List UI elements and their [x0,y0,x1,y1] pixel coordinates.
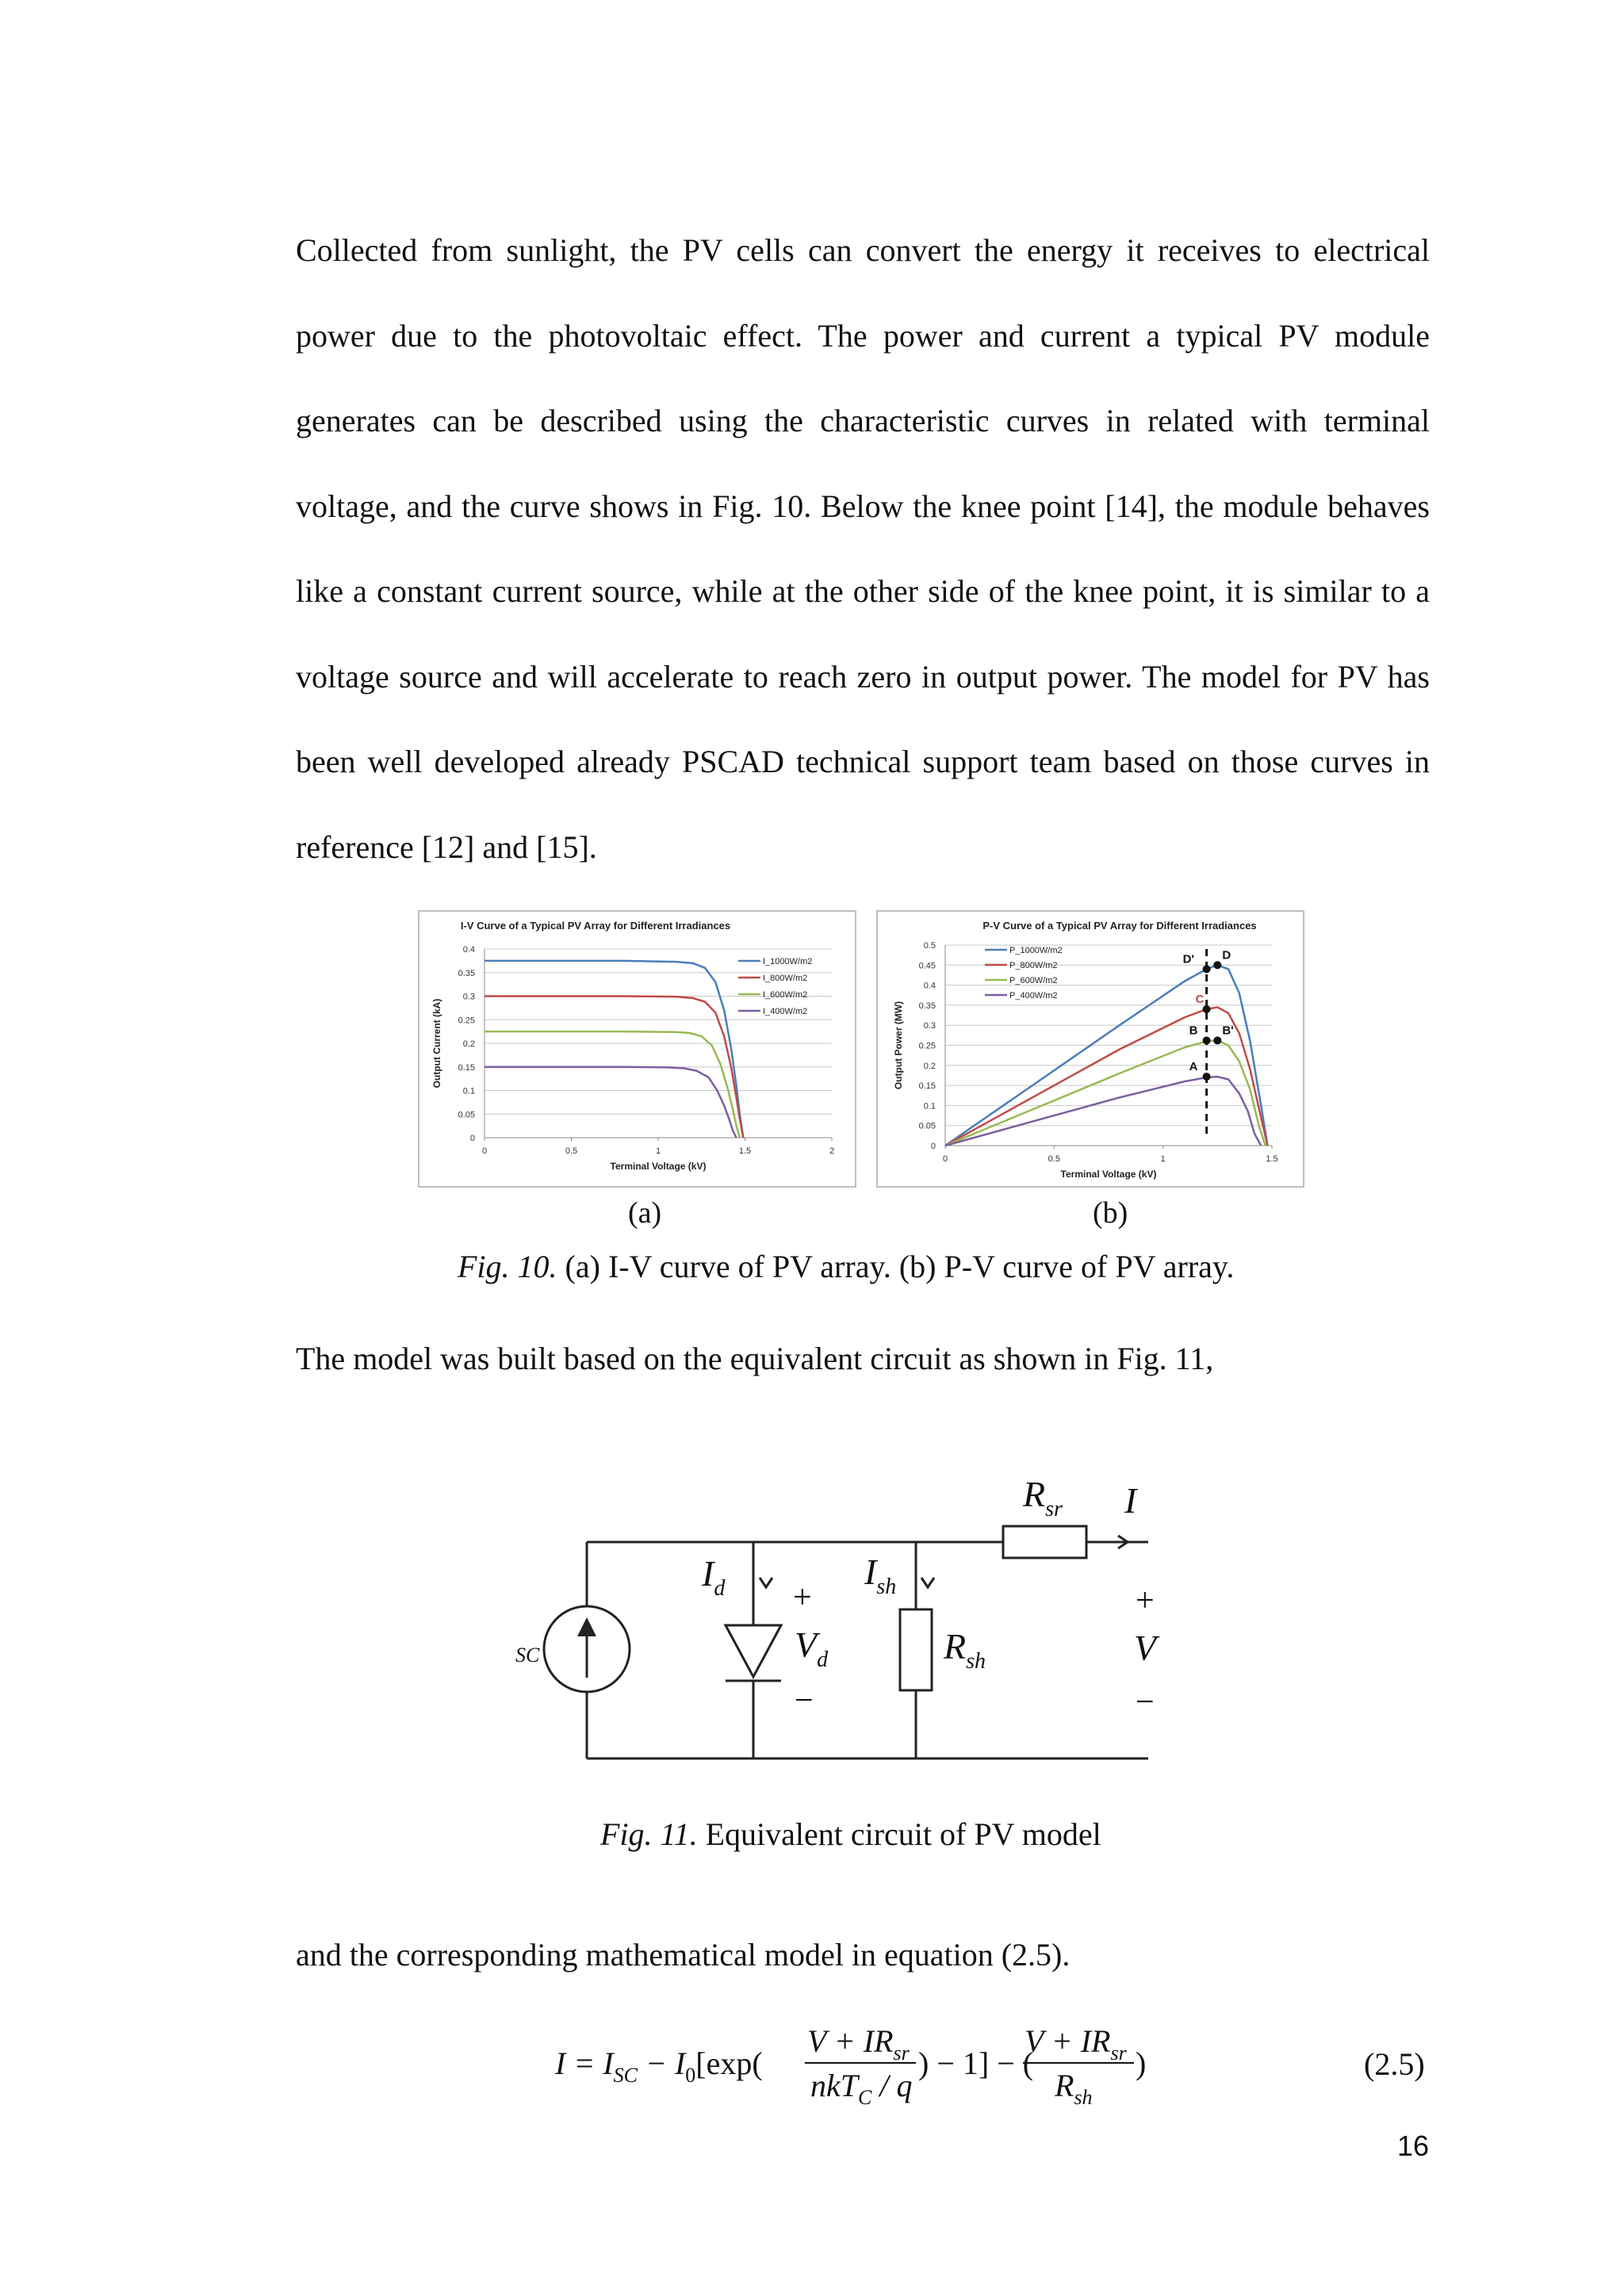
equation-numerator-1 [807,2023,910,2064]
diode-current-label-main: I [702,1553,714,1594]
equation-isc-sub: SC [613,2064,638,2087]
current-source-label: SC [515,1644,540,1667]
diode-current-label-sub: d [714,1576,726,1601]
iv-chart-frame [418,910,856,1188]
series-resistor-label-sub: sr [1045,1497,1063,1521]
body-paragraph-3: and the corresponding mathematical model in equation (2.5). [296,1937,1071,1973]
equivalent-circuit-diagram [476,1459,1189,1776]
equation-numerator-2-sub: sr [1110,2042,1127,2064]
shunt-current-label-sub: sh [876,1575,897,1599]
equation-denominator-1-sub: C [858,2086,872,2109]
equation-number: (2.5) [1364,2046,1425,2082]
equation-denominator-2-sub: sh [1074,2086,1093,2109]
diode-plus-sign: + [793,1579,812,1616]
chart-b-x-tick-label: 1 [1160,1154,1166,1164]
chart-b-y-tick-label: 0.2 [923,1061,936,1071]
chart-a-y-tick-label: 0.05 [458,1110,475,1120]
chart-a-y-axis-label: Output Current (kA) [431,998,442,1089]
chart-b-x-tick-label: 1.5 [1266,1154,1278,1164]
equation-minus-i0: − I [637,2045,686,2081]
chart-b-legend-label: P_400W/m2 [1009,991,1058,1001]
chart-b-title: P-V Curve of a Typical PV Array for Different Irradiances [982,920,1257,932]
chart-b-annotation-label: D [1222,948,1231,962]
chart-b-y-tick-label: 0.1 [923,1101,936,1112]
chart-b-annotation-point [1203,1073,1211,1081]
equation-numerator-2 [1025,2023,1128,2064]
shunt-current-label-main: I [864,1552,877,1592]
chart-a-x-tick-label: 0.5 [565,1146,578,1156]
chart-b-annotation-label: B [1189,1024,1198,1038]
chart-a-y-tick-label: 0.3 [462,992,475,1002]
chart-a-x-tick-label: 2 [829,1146,835,1156]
chart-b-y-axis-label: Output Power (MW) [893,1001,904,1090]
diode-minus-sign: − [795,1682,814,1719]
chart-a-legend-label: I_600W/m2 [763,990,808,1000]
output-voltage-label: V [1134,1628,1157,1668]
chart-a-x-axis-label: Terminal Voltage (kV) [610,1161,707,1172]
diode-voltage-label-sub: d [817,1647,829,1672]
chart-a-x-tick-label: 1 [655,1146,661,1156]
chart-b-annotation-label: A [1189,1059,1198,1073]
series-resistor-icon [1003,1526,1086,1558]
series-resistor-label [1022,1474,1063,1521]
chart-b-y-tick-label: 0.05 [918,1121,936,1131]
diode-current-label [701,1553,726,1601]
series-resistor-label-main: R [1023,1474,1046,1514]
chart-a-series-line [485,1067,737,1138]
chart-b-x-axis-label: Terminal Voltage (kV) [1060,1169,1157,1180]
pv-curve-chart [878,912,1303,1186]
equation-2-5 [555,2014,1158,2117]
diode-voltage-label-main: V [795,1624,818,1665]
equation-denominator-1-tail: / q [871,2068,913,2103]
shunt-resistor-label-sub: sh [966,1649,986,1674]
body-paragraph-2: The model was built based on the equivalent circuit as shown in Fig. 11, [296,1341,1214,1376]
chart-a-y-tick-label: 0 [469,1134,475,1143]
chart-b-annotation-label: B' [1222,1024,1234,1038]
equation-denominator-1-main: nkT [810,2068,858,2103]
chart-a-x-tick-label: 0 [481,1146,488,1156]
shunt-resistor-label [943,1626,986,1674]
current-source-arrow-head [577,1617,596,1636]
equation-close-2: ) [1136,2045,1147,2081]
chart-b-y-tick-label: 0 [930,1142,936,1151]
equation-numerator-2-main: V + IR [1025,2023,1111,2059]
figure-10b-label: (b) [1093,1196,1128,1230]
chart-a-y-tick-label: 0.2 [462,1039,475,1049]
chart-a-title: I-V Curve of a Typical PV Array for Different Irradiances [460,920,731,932]
output-minus-sign: − [1136,1684,1155,1720]
chart-a-series-line [485,961,743,1138]
shunt-current-arrow-icon [921,1578,934,1587]
equation-numerator-1-sub: sr [893,2042,910,2064]
figure-10-caption-text: (a) I-V curve of PV array. (b) P-V curve of PV array. [557,1249,1235,1284]
chart-b-annotation-point [1213,1036,1221,1044]
equation-exp-open: [exp( [695,2045,763,2081]
diode-icon [726,1625,781,1677]
equation-denominator-2-main: R [1055,2068,1074,2103]
figure-10-caption-prefix: Fig. 10. [458,1249,557,1284]
chart-b-y-tick-label: 0.45 [918,961,936,971]
chart-b-series-line [945,1077,1261,1146]
figure-10a-label: (a) [628,1196,662,1230]
equation-i0-sub: 0 [685,2064,696,2087]
shunt-current-label [864,1552,896,1599]
diode-current-arrow-icon [760,1578,772,1587]
chart-b-annotation-point [1203,1036,1211,1044]
chart-a-legend-label: I_400W/m2 [763,1007,808,1016]
shunt-resistor-label-main: R [944,1626,967,1667]
chart-b-x-tick-label: 0 [942,1154,948,1164]
chart-a-x-tick-label: 1.5 [738,1146,752,1156]
chart-b-annotation-point [1203,965,1211,973]
chart-b-y-tick-label: 0.5 [923,941,936,951]
diode-voltage-label [795,1624,829,1672]
chart-b-annotation-label: D' [1182,952,1195,966]
chart-b-legend-label: P_600W/m2 [1009,976,1058,985]
equation-lhs [555,2045,763,2087]
chart-b-y-tick-label: 0.25 [918,1041,936,1051]
equation-denominator-2 [1054,2068,1093,2109]
chart-a-series-line [485,1031,740,1138]
chart-b-y-tick-label: 0.35 [918,1001,936,1011]
chart-b-y-tick-label: 0.15 [918,1081,936,1092]
equation-close-1: ) − 1] − ( [918,2045,1034,2081]
output-plus-sign: + [1136,1582,1155,1619]
figure-11-caption-prefix: Fig. 11. [600,1816,698,1852]
chart-a-y-tick-label: 0.15 [458,1062,475,1073]
shunt-resistor-icon [900,1609,932,1690]
chart-b-annotation-point [1213,961,1221,969]
equation-denominator-1 [810,2068,912,2109]
chart-b-legend-label: P_800W/m2 [1009,961,1058,970]
pv-chart-frame [876,910,1304,1188]
chart-a-y-tick-label: 0.1 [462,1086,475,1096]
chart-b-legend-label: P_1000W/m2 [1009,946,1063,955]
figure-10-caption [458,1248,1234,1285]
chart-a-y-tick-label: 0.35 [458,968,475,978]
body-paragraph-1: Collected from sunlight, the PV cells can convert the energy it receives to electrical power due to the photovoltaic effect. The power and current a typical PV module generates can be described using the characteristic curves in related with terminal voltage, and the curve shows in Fig. 10. Below the knee point [14], the module behaves like a constant current source, while at the other side of the knee point, it is similar to a voltage source and will accelerate to reach zero in output power. The model for PV has been well developed already PSCAD technical support team based on those curves in reference [12] and [15]. [296,232,1430,865]
chart-b-annotation-label: C [1195,992,1205,1006]
chart-a-legend-label: I_1000W/m2 [763,957,813,966]
figure-11-caption-text: Equivalent circuit of PV model [697,1816,1101,1852]
chart-b-y-tick-label: 0.3 [923,1021,936,1031]
output-current-label: I [1124,1480,1137,1521]
iv-curve-chart [419,912,855,1186]
chart-b-y-tick-label: 0.4 [923,981,936,991]
equation-lhs-main: I = I [555,2045,614,2081]
figure-11-caption [600,1816,1101,1853]
chart-a-legend-label: I_800W/m2 [763,974,808,983]
page-number: 16 [1397,2130,1430,2162]
chart-b-x-tick-label: 0.5 [1048,1154,1060,1164]
chart-a-y-tick-label: 0.4 [462,945,475,955]
equation-numerator-1-main: V + IR [807,2023,894,2059]
chart-b-annotation-point [1203,1005,1211,1013]
chart-a-y-tick-label: 0.25 [458,1016,475,1026]
